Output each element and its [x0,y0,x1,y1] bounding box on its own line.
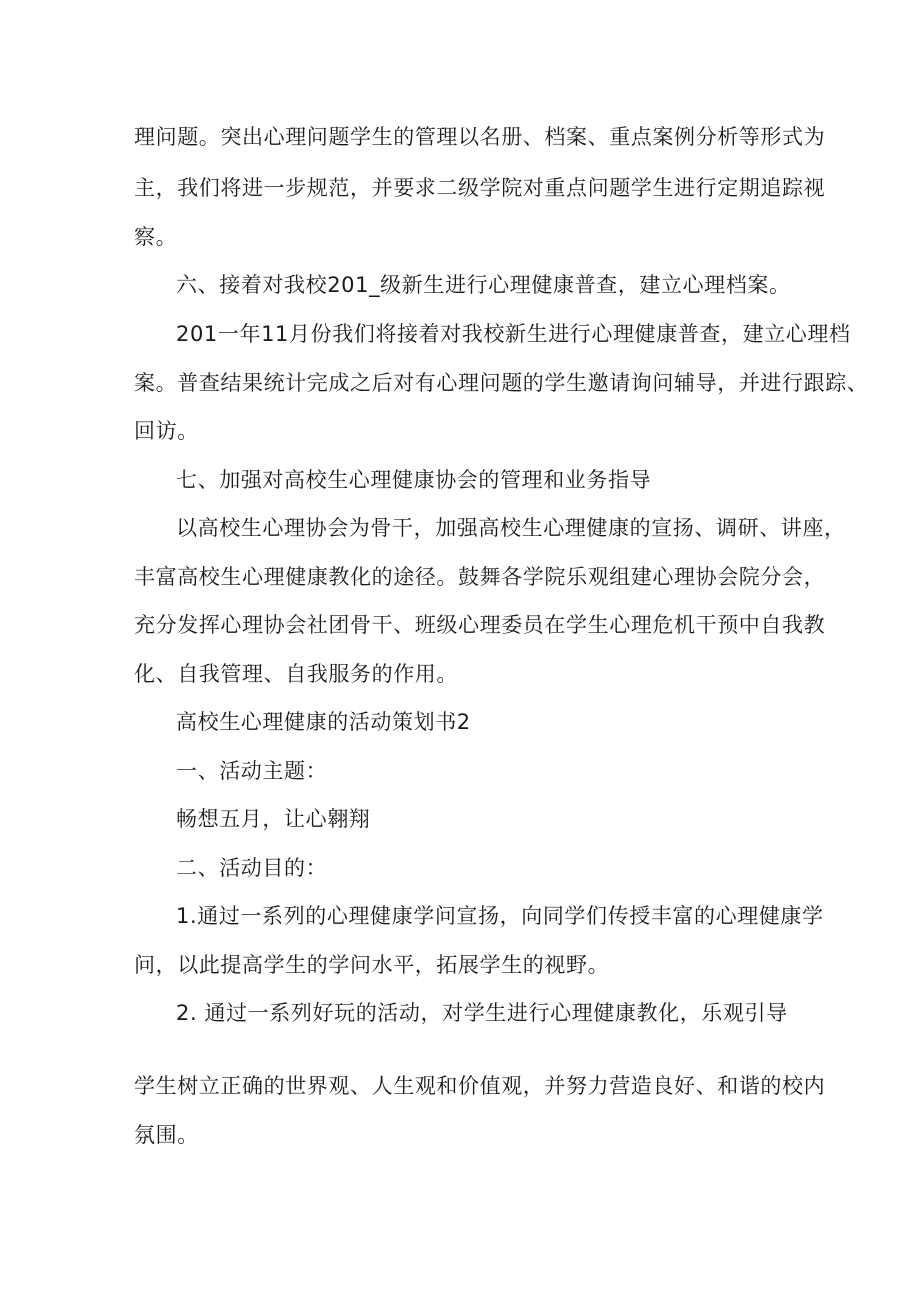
paragraph-line: 案。普查结果统计完成之后对有心理问题的学生邀请询问辅导，并进行跟踪、 [134,371,869,395]
section-heading: 一、活动主题： [176,759,328,783]
paragraph-line: 主，我们将进一步规范，并要求二级学院对重点问题学生进行定期追踪视 [134,176,826,200]
paragraph-line: 学生树立正确的世界观、人生观和价值观，并努力营造良好、和谐的校内 [134,1074,826,1098]
paragraph-line: 氛围。 [134,1123,199,1147]
paragraph-line: 1.通过一系列的心理健康学问宣扬，向同学们传授丰富的心理健康学 [176,904,824,928]
section-heading: 二、活动目的： [176,856,328,880]
paragraph-line: 回访。 [134,419,199,443]
paragraph-line: 化、自我管理、自我服务的作用。 [134,662,458,686]
paragraph-line: 2. 通过一系列好玩的活动，对学生进行心理健康教化，乐观引导 [176,1001,788,1025]
paragraph-line: 充分发挥心理协会社团骨干、班级心理委员在学生心理危机干预中自我教 [134,613,826,637]
paragraph-line: 丰富高校生心理健康教化的途径。鼓舞各学院乐观组建心理协会院分会， [134,565,826,589]
section-heading: 六、接着对我校201_级新生进行心理健康普查，建立心理档案。 [176,273,791,297]
paragraph-line: 理问题。突出心理问题学生的管理以名册、档案、重点案例分析等形式为 [134,125,826,149]
paragraph-line: 问，以此提高学生的学问水平，拓展学生的视野。 [134,953,610,977]
paragraph-line: 畅想五月，让心翱翔 [176,807,371,831]
section-heading: 七、加强对高校生心理健康协会的管理和业务指导 [176,468,652,492]
paragraph-line: 以高校生心理协会为骨干，加强高校生心理健康的宣扬、调研、讲座， [176,516,846,540]
paragraph-line: 201一年11月份我们将接着对我校新生进行心理健康普查，建立心理档 [176,322,851,346]
paragraph-line: 察。 [134,225,178,249]
document-title: 高校生心理健康的活动策划书2 [176,710,471,734]
